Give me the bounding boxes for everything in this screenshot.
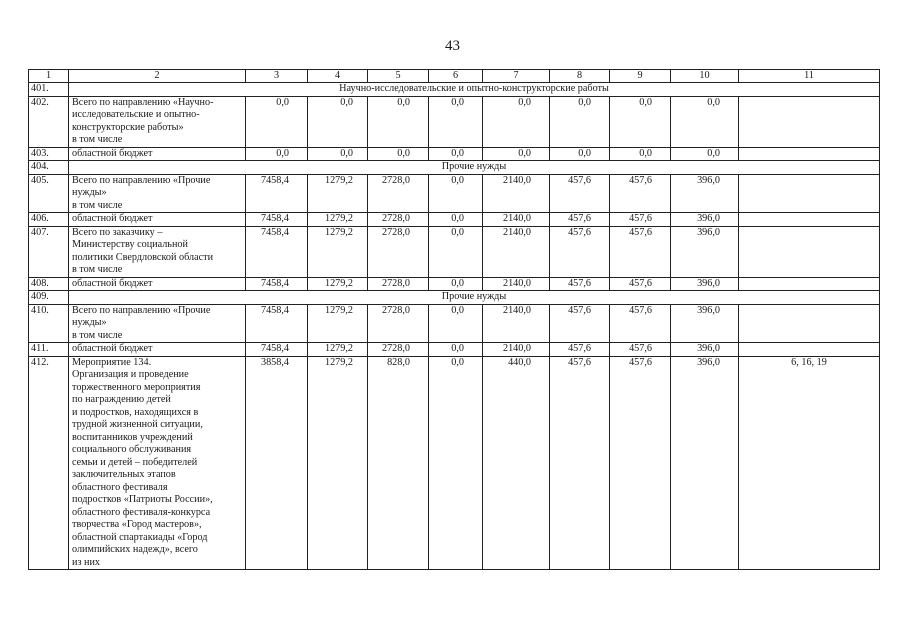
cell-col4: 0,0 — [308, 147, 368, 161]
cell-col7: 0,0 — [483, 147, 550, 161]
cell-col10: 396,0 — [671, 213, 739, 227]
table-row — [29, 343, 880, 357]
cell-col11 — [739, 343, 880, 357]
cell-col11 — [739, 304, 880, 343]
row-description: областной бюджет — [69, 213, 246, 227]
cell-col7: 2140,0 — [483, 343, 550, 357]
cell-col9: 457,6 — [610, 213, 671, 227]
cell-col10: 0,0 — [671, 147, 739, 161]
cell-col7: 2140,0 — [483, 226, 550, 277]
row-number: 408. — [29, 277, 69, 291]
cell-col8: 457,6 — [550, 343, 610, 357]
cell-col7: 2140,0 — [483, 277, 550, 291]
cell-col7: 440,0 — [483, 356, 550, 570]
page-number: 43 — [445, 38, 460, 54]
cell-col10: 396,0 — [671, 304, 739, 343]
cell-col10: 0,0 — [671, 96, 739, 147]
cell-col6: 0,0 — [429, 174, 483, 213]
cell-col11 — [739, 147, 880, 161]
cell-col10: 396,0 — [671, 356, 739, 570]
column-header: 6 — [429, 70, 483, 83]
cell-col10: 396,0 — [671, 226, 739, 277]
cell-col9: 457,6 — [610, 304, 671, 343]
cell-col9: 457,6 — [610, 356, 671, 570]
column-header: 9 — [610, 70, 671, 83]
column-header: 3 — [246, 70, 308, 83]
cell-col6: 0,0 — [429, 96, 483, 147]
row-description: областной бюджет — [69, 343, 246, 357]
section-row — [29, 291, 880, 305]
cell-col8: 0,0 — [550, 147, 610, 161]
cell-col4: 1279,2 — [308, 356, 368, 570]
cell-col9: 0,0 — [610, 96, 671, 147]
cell-col8: 457,6 — [550, 174, 610, 213]
row-number: 406. — [29, 213, 69, 227]
cell-col3: 7458,4 — [246, 213, 308, 227]
row-description: Мероприятие 134. Организация и проведение торжественного мероприятия по награждению детей и подростков, находящихся в трудной жизненной ситуации, воспитанников учреждений социального обслуживания семьи и детей – победителей заключительных этапов областного фестиваля подростков «Патриоты России», областного фестиваля-конкурса творчества «Город мастеров», областной спартакиады «Город олимпийских надежд», всего из них — [69, 356, 246, 570]
row-description: областной бюджет — [69, 147, 246, 161]
row-number: 402. — [29, 96, 69, 147]
column-header: 11 — [739, 70, 880, 83]
cell-col3: 7458,4 — [246, 277, 308, 291]
section-row — [29, 83, 880, 97]
row-number: 405. — [29, 174, 69, 213]
row-description: Всего по направлению «Прочие нужды» в том числе — [69, 304, 246, 343]
cell-col10: 396,0 — [671, 174, 739, 213]
cell-col6: 0,0 — [429, 147, 483, 161]
row-number: 403. — [29, 147, 69, 161]
cell-col11 — [739, 174, 880, 213]
cell-col7: 0,0 — [483, 96, 550, 147]
section-title: Прочие нужды — [69, 161, 880, 175]
cell-col4: 1279,2 — [308, 277, 368, 291]
cell-col9: 457,6 — [610, 226, 671, 277]
cell-col6: 0,0 — [429, 304, 483, 343]
cell-col3: 7458,4 — [246, 174, 308, 213]
cell-col3: 3858,4 — [246, 356, 308, 570]
table-row — [29, 213, 880, 227]
table-header-row — [29, 70, 880, 83]
cell-col4: 1279,2 — [308, 174, 368, 213]
cell-col8: 457,6 — [550, 277, 610, 291]
cell-col11 — [739, 277, 880, 291]
cell-col3: 7458,4 — [246, 304, 308, 343]
cell-col6: 0,0 — [429, 277, 483, 291]
row-number: 409. — [29, 291, 69, 305]
cell-col5: 828,0 — [368, 356, 429, 570]
table-row — [29, 304, 880, 343]
cell-col5: 2728,0 — [368, 174, 429, 213]
cell-col5: 2728,0 — [368, 277, 429, 291]
column-header: 2 — [69, 70, 246, 83]
cell-col6: 0,0 — [429, 213, 483, 227]
section-title: Научно-исследовательские и опытно-конструкторские работы — [69, 83, 880, 97]
cell-col5: 0,0 — [368, 96, 429, 147]
cell-col9: 457,6 — [610, 174, 671, 213]
cell-col5: 2728,0 — [368, 226, 429, 277]
cell-col5: 0,0 — [368, 147, 429, 161]
cell-col9: 457,6 — [610, 343, 671, 357]
row-number: 407. — [29, 226, 69, 277]
cell-col9: 457,6 — [610, 277, 671, 291]
cell-col3: 0,0 — [246, 96, 308, 147]
row-description: Всего по направлению «Научно- исследовательские и опытно- конструкторские работы» в том числе — [69, 96, 246, 147]
row-description: областной бюджет — [69, 277, 246, 291]
cell-col3: 7458,4 — [246, 343, 308, 357]
budget-table — [28, 69, 880, 570]
column-header: 1 — [29, 70, 69, 83]
cell-col7: 2140,0 — [483, 304, 550, 343]
cell-col8: 457,6 — [550, 356, 610, 570]
cell-col4: 1279,2 — [308, 304, 368, 343]
cell-col6: 0,0 — [429, 343, 483, 357]
cell-col10: 396,0 — [671, 277, 739, 291]
cell-col8: 457,6 — [550, 304, 610, 343]
table-row — [29, 174, 880, 213]
cell-col8: 0,0 — [550, 96, 610, 147]
cell-col4: 1279,2 — [308, 226, 368, 277]
column-header: 8 — [550, 70, 610, 83]
row-number: 410. — [29, 304, 69, 343]
row-description: Всего по заказчику – Министерству социальной политики Свердловской области в том числе — [69, 226, 246, 277]
column-header: 5 — [368, 70, 429, 83]
row-description: Всего по направлению «Прочие нужды» в том числе — [69, 174, 246, 213]
table-row — [29, 147, 880, 161]
cell-col9: 0,0 — [610, 147, 671, 161]
column-header: 4 — [308, 70, 368, 83]
cell-col5: 2728,0 — [368, 304, 429, 343]
cell-col4: 1279,2 — [308, 343, 368, 357]
cell-col7: 2140,0 — [483, 174, 550, 213]
section-title: Прочие нужды — [69, 291, 880, 305]
table-row — [29, 226, 880, 277]
column-header: 7 — [483, 70, 550, 83]
cell-col3: 7458,4 — [246, 226, 308, 277]
cell-col8: 457,6 — [550, 226, 610, 277]
table-row — [29, 277, 880, 291]
cell-col11 — [739, 226, 880, 277]
row-number: 412. — [29, 356, 69, 570]
row-number: 401. — [29, 83, 69, 97]
cell-col5: 2728,0 — [368, 343, 429, 357]
table-row — [29, 356, 880, 570]
section-row — [29, 161, 880, 175]
table-row — [29, 96, 880, 147]
cell-col11 — [739, 213, 880, 227]
cell-col6: 0,0 — [429, 356, 483, 570]
cell-col11 — [739, 96, 880, 147]
cell-col7: 2140,0 — [483, 213, 550, 227]
cell-col11: 6, 16, 19 — [739, 356, 880, 570]
cell-col8: 457,6 — [550, 213, 610, 227]
cell-col3: 0,0 — [246, 147, 308, 161]
row-number: 411. — [29, 343, 69, 357]
column-header: 10 — [671, 70, 739, 83]
cell-col4: 1279,2 — [308, 213, 368, 227]
cell-col10: 396,0 — [671, 343, 739, 357]
cell-col5: 2728,0 — [368, 213, 429, 227]
cell-col4: 0,0 — [308, 96, 368, 147]
row-number: 404. — [29, 161, 69, 175]
cell-col6: 0,0 — [429, 226, 483, 277]
